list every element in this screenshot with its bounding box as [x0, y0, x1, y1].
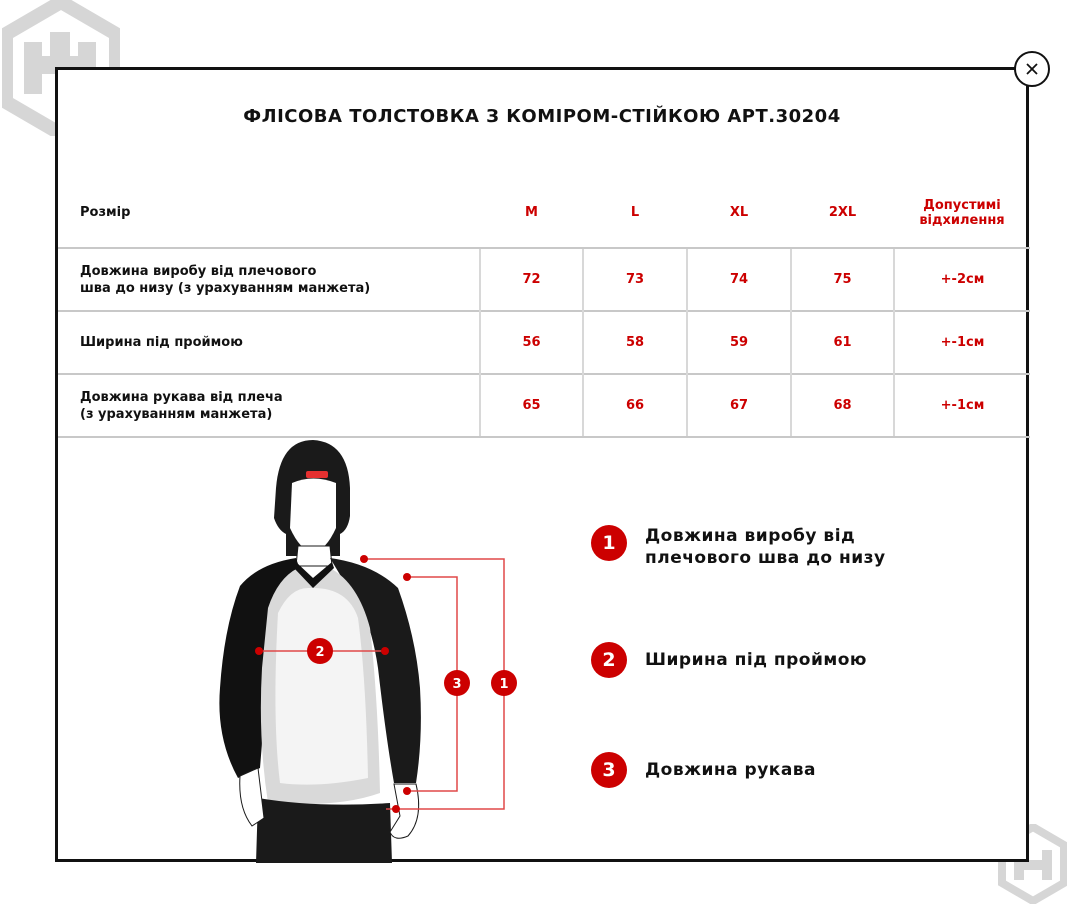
header-tolerance	[894, 178, 1030, 248]
figure-pants	[256, 798, 392, 863]
table-row	[58, 311, 1030, 374]
legend-text-line1: Довжина виробу від	[645, 526, 856, 546]
table-row	[58, 248, 1030, 311]
cell-xl: 67	[687, 374, 791, 437]
row-label	[58, 374, 480, 437]
measure-point	[403, 787, 411, 795]
marker-label-3: 3	[452, 677, 462, 692]
row-label-line2: (з урахуванням манжета)	[80, 406, 273, 422]
measure-point	[360, 555, 368, 563]
header-size-2xl: 2XL	[828, 205, 857, 220]
cell-m: 65	[480, 374, 583, 437]
legend-text: Довжина рукава	[645, 760, 817, 780]
close-button[interactable]	[1014, 51, 1050, 87]
legend-badge: 3	[591, 752, 627, 788]
cell-l: 73	[583, 248, 687, 311]
row-label-line2: шва до низу (з урахуванням манжета)	[80, 280, 371, 296]
modal-title: ФЛІСОВА ТОЛСТОВКА З КОМІРОМ-СТІЙКОЮ АРТ.30204	[243, 106, 841, 127]
cell-xl: 74	[687, 248, 791, 311]
legend-text-line2: плечового шва до низу	[645, 548, 886, 568]
marker-label-2: 2	[315, 645, 325, 660]
measure-point	[403, 573, 411, 581]
cell-xl: 59	[687, 311, 791, 374]
row-label	[58, 311, 480, 374]
legend-badge: 2	[591, 642, 627, 678]
header-size-l: L	[630, 205, 640, 220]
cap-strap-icon	[306, 471, 328, 478]
row-label-line1: Ширина під проймою	[80, 335, 243, 350]
row-label-line1: Довжина виробу від плечового	[80, 263, 317, 279]
table-row	[58, 374, 1030, 437]
size-table	[58, 178, 1030, 438]
cell-tolerance: +-2см	[894, 248, 1030, 311]
marker-label-1: 1	[499, 677, 509, 692]
row-label	[58, 248, 480, 311]
legend-text	[645, 525, 886, 569]
cell-m: 56	[480, 311, 583, 374]
cell-l: 58	[583, 311, 687, 374]
measure-point	[255, 647, 263, 655]
measure-point	[381, 647, 389, 655]
header-size-m: M	[525, 205, 538, 220]
header-size-label: Розмір	[80, 205, 131, 220]
legend-badge: 1	[591, 525, 627, 561]
cell-l: 66	[583, 374, 687, 437]
header-size-xl: XL	[729, 205, 749, 220]
cell-tolerance: +-1см	[894, 374, 1030, 437]
size-chart-modal	[55, 67, 1029, 862]
header-tolerance-line1: Допустимі	[923, 197, 1001, 213]
measure-point	[392, 805, 400, 813]
row-label-line1: Довжина рукава від плеча	[80, 389, 283, 405]
legend-text: Ширина під проймою	[645, 650, 867, 670]
cell-tolerance: +-1см	[894, 311, 1030, 374]
legend-item	[591, 525, 886, 569]
close-icon	[1024, 61, 1040, 77]
cell-2xl: 75	[791, 248, 894, 311]
cell-m: 72	[480, 248, 583, 311]
cell-2xl: 68	[791, 374, 894, 437]
header-tolerance-line2: відхилення	[919, 212, 1005, 228]
cell-2xl: 61	[791, 311, 894, 374]
table-header-row	[58, 178, 1030, 248]
legend-item	[591, 642, 867, 678]
measurement-figure	[198, 438, 518, 863]
legend-item	[591, 752, 816, 788]
